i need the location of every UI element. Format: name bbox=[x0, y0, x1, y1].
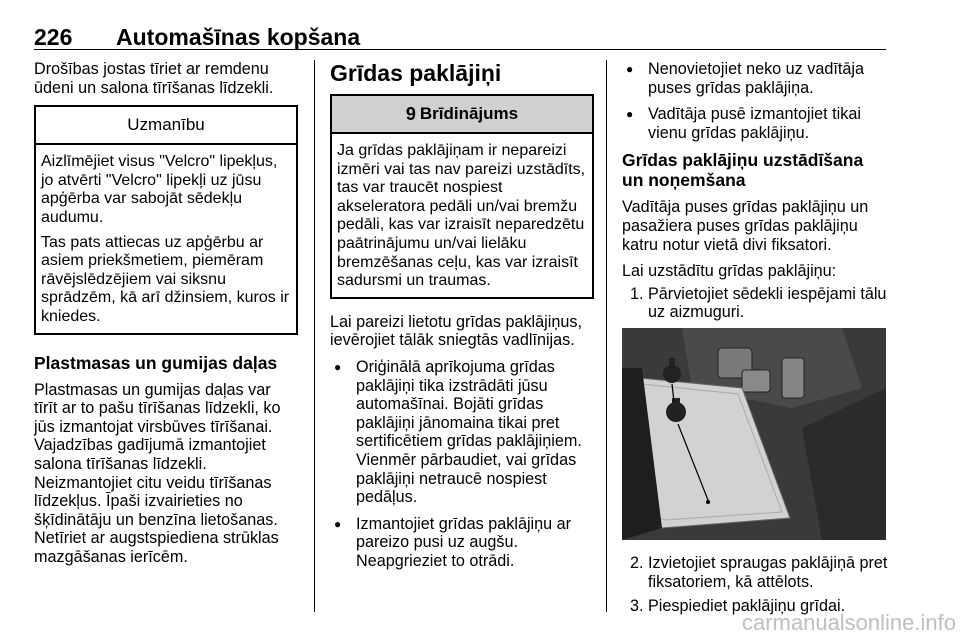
column-1 bbox=[34, 60, 298, 570]
floor-mats-heading: Grīdas paklājiņi bbox=[330, 60, 502, 86]
seatbelt-cleaning-text: Drošības jostas tīriet ar remdenu ūdeni un salona tīrīšanas līdzekli. bbox=[34, 60, 274, 97]
step-3: 3. Piespiediet paklājiņu grīdai. bbox=[630, 597, 846, 616]
install-intro: Lai uzstādītu grīdas paklājiņu: bbox=[622, 262, 837, 281]
warning-title: Brīdinājums bbox=[419, 104, 519, 123]
plastic-rubber-heading: Plastmasas un gumijas daļas bbox=[34, 352, 278, 373]
column-divider-1 bbox=[314, 60, 315, 612]
column-2 bbox=[330, 60, 594, 578]
list-item: ● Oriģinālā aprīkojuma grīdas paklājiņi tika izstrādāti jūsu automašīnai. Bojāti grīdas paklājiņi jānomaina tikai pret sertificētiem grīdas paklājiņiem. Vienmēr pārbaudiet, vai grīdas paklājiņi netraucē nospiest pedāļus. bbox=[330, 358, 594, 507]
chapter-title: Automašīnas kopšana bbox=[116, 24, 361, 50]
install-remove-heading: Grīdas paklājiņu uzstādīšana un noņemšana bbox=[622, 150, 864, 191]
list-item: ● Vadītāja pusē izmantojiet tikai vienu grīdas paklājiņu. bbox=[622, 105, 888, 142]
notice-paragraph-1: Aizlīmējiet visus "Velcro" lipekļus, jo atvērti "Velcro" lipekļi uz jūsu apģērba var sabojāt sēdekļu audumu. bbox=[41, 153, 278, 226]
floor-mat-image bbox=[622, 328, 886, 540]
guidelines-list bbox=[330, 358, 594, 571]
watermark: carmanualsonline.info bbox=[741, 610, 956, 635]
notice-title: Uzmanību bbox=[36, 107, 296, 145]
install-steps bbox=[622, 285, 888, 322]
plastic-rubber-text: Plastmasas un gumijas daļas var tīrīt ar to pašu tīrīšanas līdzekli, ko jūs izmantojat virsbūves tīrīšanai. Vajadzības gadījumā izmantojiet salona tīrīšanas līdzekli. Neizmantojiet citu veidu tīrīšanas līdzekļus. Īpaši izvairieties no šķīdinātāju un benzīna lietošanas. Netīriet ar augstspiediena strūklas mazgāšanas ierīcēm. bbox=[34, 380, 281, 566]
notice-box bbox=[34, 105, 298, 334]
page-number: 226 bbox=[34, 24, 73, 50]
warning-text: Ja grīdas paklājiņam ir nepareizi izmēri vai tas nav pareizi uzstādīts, tas var traucēt nospiest akseleratora pedāli un/vai bremžu pedāli, kas var izraisīt neparedzētu paātrinājumu un/vai lielāku bremzēšanas ceļu, kas var izraisīt sadursmi un traumas. bbox=[337, 142, 586, 290]
column-divider-2 bbox=[606, 60, 607, 612]
list-item: ● Izmantojiet grīdas paklājiņu ar pareizo pusi uz augšu. Neapgrieziet to otrādi. bbox=[330, 515, 594, 571]
notice-paragraph-2: Tas pats attiecas uz apģērbu ar asiem priekšmetiem, piemēram rāvējslēdzējiem vai siksnu sprādzēm, kā arī džinsiem, kuros ir kniedes. bbox=[41, 233, 290, 325]
step-1: 1. Pārvietojiet sēdekli iespējami tālu uz aizmuguri. bbox=[630, 284, 887, 322]
list-item: ● Nenovietojiet neko uz vadītāja puses grīdas paklājiņa. bbox=[622, 60, 888, 97]
floor-mat-illustration bbox=[622, 328, 886, 540]
warning-icon: 9 bbox=[405, 103, 416, 124]
step-2: 2. Izvietojiet spraugas paklājiņā pret fiksatoriem, kā attēlots. bbox=[630, 553, 888, 591]
column-3 bbox=[622, 60, 888, 622]
fasteners-text: Vadītāja puses grīdas paklājiņu un pasažiera puses grīdas paklājiņu katru notur vietā divi fiksatori. bbox=[622, 198, 869, 254]
guidelines-intro: Lai pareizi lietotu grīdas paklājiņus, ievērojiet tālāk sniegtās vadlīnijas. bbox=[330, 312, 582, 350]
guidelines-list-continued bbox=[622, 60, 888, 142]
install-steps-continued bbox=[622, 554, 888, 616]
warning-box bbox=[330, 94, 594, 299]
page-header bbox=[34, 20, 886, 50]
